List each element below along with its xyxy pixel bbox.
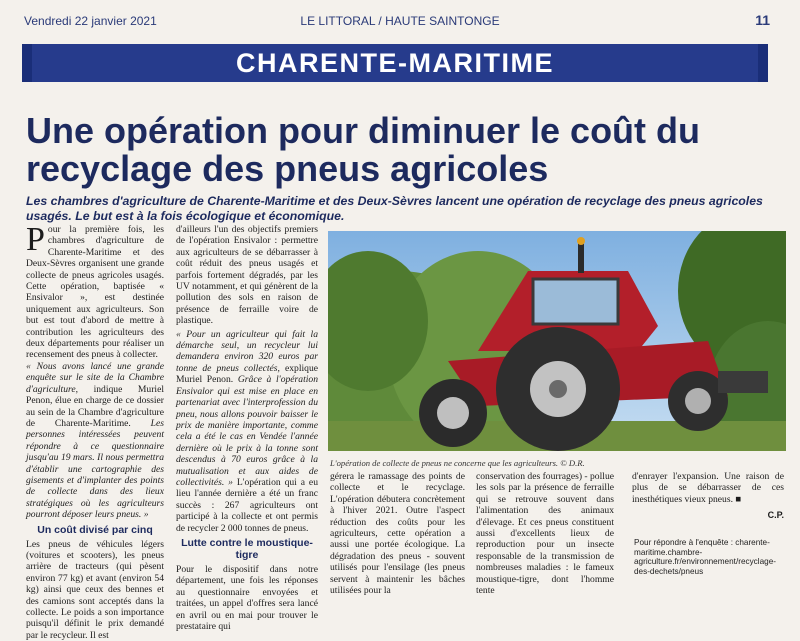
paragraph: Les pneus de véhicules légers (voitures et scooters), les pneus arrière de tracteurs (qui pèsent environ 77 kg) et avant (environ 54 kg) ainsi que ceux des bennes et des camions sont acceptés dans la collecte. Le poids a son importance puisqu'il définit le prix demandé par le recycleur. Il est bbox=[26, 538, 164, 641]
tractor-illustration bbox=[328, 231, 786, 451]
article-column-4 bbox=[476, 471, 614, 596]
page-header bbox=[0, 0, 800, 42]
article-column-5 bbox=[632, 471, 784, 522]
author-signature: C.P. bbox=[767, 510, 784, 521]
tractor-photo bbox=[328, 231, 786, 451]
quote-text: « Pour un agriculteur qui fait la démarche seul, un recycleur lui demandera environ 320 euros par tonne de pneus collectés, bbox=[176, 328, 318, 374]
paragraph-text: explique Muriel Penon. bbox=[176, 362, 319, 386]
subheading: Lutte contre le moustique-tigre bbox=[181, 536, 313, 561]
article-column-3 bbox=[330, 471, 465, 596]
paragraph bbox=[26, 221, 164, 361]
paragraph: d'enrayer l'expansion. Une raison de plus de se débarrasser de ces inesthétiques vieux pneus. ■ bbox=[632, 471, 784, 505]
paragraph: d'ailleurs l'un des objectifs premiers de l'opération Ensivalor : permettre aux agriculteurs de se débarrasser à coût réduit des pneus usagés et parfois fortement dégradés, par les UV notamment, et qui génèrent de la pollution des sols en raison de présence de ferraille voire de plastique. bbox=[176, 224, 318, 327]
article-title: Une opération pour diminuer le coût du recyclage des pneus agricoles bbox=[26, 110, 701, 189]
subheading: Un coût divisé par cinq bbox=[37, 523, 153, 536]
photo-caption: L'opération de collecte de pneus ne concerne que les agriculteurs. © D.R. bbox=[330, 458, 585, 468]
paragraph-text: indique Muriel Penon, élue en charge de ce dossier au sein de la Chambre d'agriculture de Charente-Maritime. bbox=[26, 383, 164, 429]
quote-text: « Nous avons lancé une grande enquête sur le site de la Chambre d'agriculture, bbox=[26, 360, 164, 395]
publication-name: LE LITTORAL / HAUTE SAINTONGE bbox=[300, 14, 500, 28]
drop-cap: P bbox=[26, 221, 45, 258]
page-number: 11 bbox=[755, 12, 770, 28]
quote-text: Les personnes intéressées peuvent répondre à ce questionnaire jusqu'au 19 mars. Il nous permettra d'établir une cartographie des gisements et d'implanter des points de collecte dans des lieux stratégiques où les agriculteurs pourront déposer leurs pneus. » bbox=[26, 417, 164, 521]
paragraph: conservation des fourrages) - pollue les sols par la présence de ferraille qui se retrouve souvent dans l'alimentation des animaux d'élevage. Et ces pneus constituent aussi d'excellents lieux de reproduction pour un insecte responsable de la transmission de nombreuses maladies : le fameux moustique-tigre, dont l'homme tente bbox=[476, 471, 614, 597]
quote-text: Grâce à l'opération Ensivalor qui est mise en place en partenariat avec l'interprofession du pneu, nous allons pouvoir baisser le prix de manière importante, comme cela a été le cas en Vendée l'année dernière où le prix à la tonne sont descendus à 70 euros grâce à la mutualisation et aux aides de collectivités. » bbox=[176, 374, 319, 488]
article-column-1 bbox=[26, 221, 164, 641]
section-banner bbox=[22, 44, 768, 82]
paragraph: gérera le ramassage des points de collecte et le recyclage. L'opération débutera concrètement à l'hiver 2021. Outre l'aspect réduction des coûts pour les agriculteurs, cette opération a aussi une portée écologique. La dégradation des pneus - souvent utilisés pour l'ensilage (les pneus servent à maintenir les bâches utilisées pour la bbox=[330, 471, 465, 597]
section-title: CHARENTE-MARITIME bbox=[236, 48, 554, 78]
paragraph bbox=[26, 361, 164, 521]
paragraph bbox=[176, 329, 318, 534]
paragraph-text: L'opération qui a eu lieu l'année dernière a été un franc succès : 267 agriculteurs ont participé à la collecte et ont permis de recycler 2 000 tonnes de pneus. bbox=[176, 476, 318, 534]
paragraph-text: our la première fois, les chambres d'agriculture de Charente-Maritime et des Deux-Sèvres organisent une grande collecte de pneus agricoles usagés. Cette opération, baptisée « Ensivalor », est destinée uniquement aux agriculteurs. Son but est tout d'abord de mettre à contribution les agriculteurs des deux départements pour réaliser un recensement des pneus à collecter. bbox=[26, 224, 164, 361]
article-lede: Les chambres d'agriculture de Charente-Maritime et des Deux-Sèvres lancent une opération de recyclage des pneus agricoles usagés. Le but est à la fois écologique et économique. bbox=[26, 194, 763, 223]
issue-date: Vendredi 22 janvier 2021 bbox=[24, 14, 157, 28]
paragraph: Pour le dispositif dans notre département, une fois les réponses au questionnaire envoyées et traitées, un appel d'offres sera lancé en avril ou en mai pour trouver le prestataire qui bbox=[176, 563, 318, 632]
article-column-2 bbox=[176, 224, 318, 632]
survey-link-note: Pour répondre à l'enquête : charente-maritime.chambre-agriculture.fr/environnement/recyclage-des-dechets/pneus bbox=[634, 538, 776, 576]
